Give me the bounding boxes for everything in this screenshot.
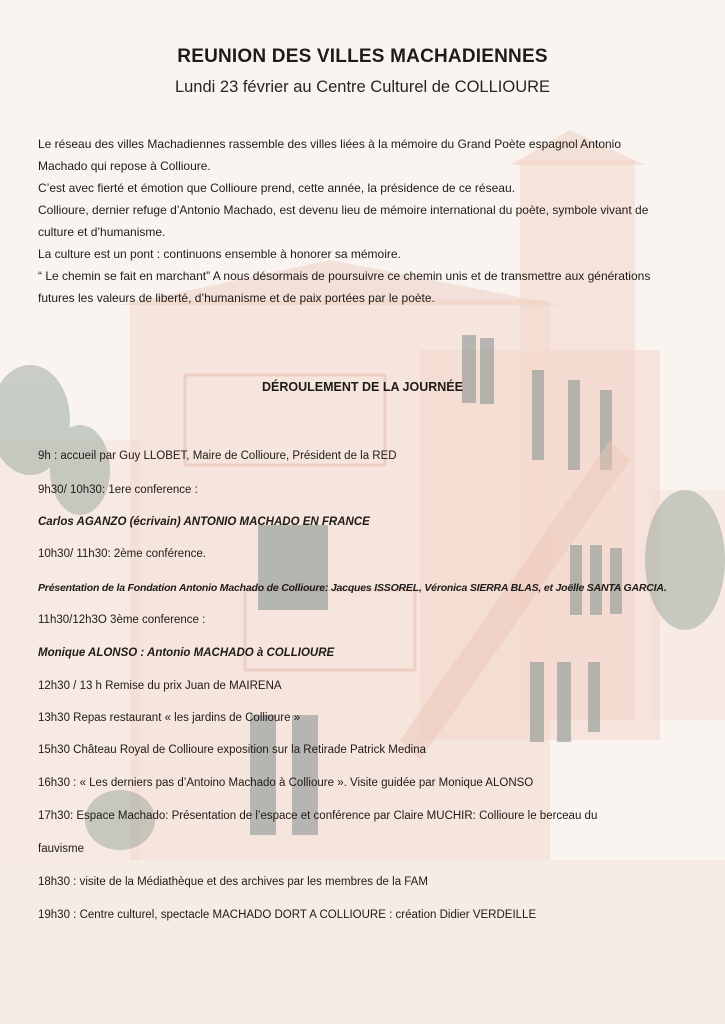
intro-line: C’est avec fierté et émotion que Collioure prend, cette année, la présidence de ce réseau. xyxy=(38,181,515,195)
intro-line: futures les valeurs de liberté, d’humanisme et de paix portées par le poète. xyxy=(38,291,435,305)
document-subtitle: Lundi 23 février au Centre Culturel de COLLIOURE xyxy=(174,78,551,96)
schedule-item: 12h30 / 13 h Remise du prix Juan de MAIRENA xyxy=(38,680,282,692)
schedule-item: fauvisme xyxy=(38,843,85,855)
document-title: REUNION DES VILLES MACHADIENNES xyxy=(177,46,548,67)
intro-paragraph xyxy=(38,133,688,309)
schedule-item: Présentation de la Fondation Antonio Machado de Collioure: Jacques ISSOREL, Véronica SIERRA BLAS, et Joëlle SANTA GARCIA. xyxy=(38,582,667,594)
schedule-item: 18h30 : visite de la Médiathèque et des archives par les membres de la FAM xyxy=(38,876,428,888)
intro-line: Machado qui repose à Collioure. xyxy=(38,159,211,173)
intro-line: Le réseau des villes Machadiennes rassemble des villes liées à la mémoire du Grand Poète espagnol Antonio xyxy=(38,137,622,151)
schedule-item: 17h30: Espace Machado: Présentation de l’espace et conférence par Claire MUCHIR: Collioure le berceau du xyxy=(38,810,598,822)
schedule-title: DÉROULEMENT DE LA JOURNÉE xyxy=(262,380,463,394)
schedule-item: 10h30/ 11h30: 2ème conférence. xyxy=(38,548,206,560)
intro-line: La culture est un pont : continuons ensemble à honorer sa mémoire. xyxy=(38,247,401,261)
intro-line: Collioure, dernier refuge d’Antonio Machado, est devenu lieu de mémoire international du poète, symbole vivant de xyxy=(38,203,649,217)
schedule-item: 9h30/ 10h30: 1ere conference : xyxy=(38,484,198,496)
intro-line: culture et d’humanisme. xyxy=(38,225,166,239)
schedule-item: Carlos AGANZO (écrivain) ANTONIO MACHADO EN FRANCE xyxy=(38,516,370,528)
schedule-item: 19h30 : Centre culturel, spectacle MACHADO DORT A COLLIOURE : création Didier VERDEILLE xyxy=(38,909,537,921)
schedule-item: 11h30/12h3O 3ème conference : xyxy=(38,614,206,626)
schedule-item: 13h30 Repas restaurant « les jardins de Collioure » xyxy=(38,712,301,724)
schedule-item: 15h30 Château Royal de Collioure exposition sur la Retirade Patrick Medina xyxy=(38,744,427,756)
schedule-item: 16h30 : « Les derniers pas d’Antoino Machado à Collioure ». Visite guidée par Monique ALONSO xyxy=(38,777,534,789)
schedule-item: Monique ALONSO : Antonio MACHADO à COLLIOURE xyxy=(38,647,335,659)
intro-line: “ Le chemin se fait en marchant” A nous désormais de poursuivre ce chemin unis et de transmettre aux générations xyxy=(38,269,651,283)
schedule-item: 9h : accueil par Guy LLOBET, Maire de Collioure, Président de la RED xyxy=(38,450,397,462)
